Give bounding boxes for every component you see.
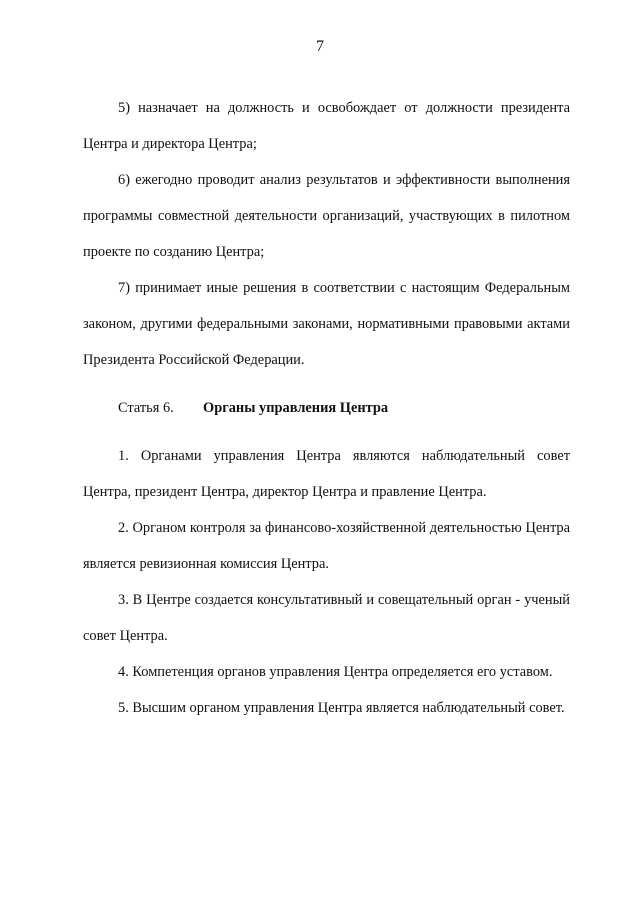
article-title: Органы управления Центра xyxy=(203,400,389,416)
article-heading xyxy=(83,390,570,426)
article-paragraph-1: 1. Органами управления Центра являются наблюдательный совет Центра, президент Центра, директор Центра и правление Центра. xyxy=(83,448,570,500)
article-paragraph-2: 2. Органом контроля за финансово-хозяйственной деятельностью Центра является ревизионная комиссия Центра. xyxy=(83,520,570,572)
list-item-6: 6) ежегодно проводит анализ результатов и эффективности выполнения программы совместной деятельности организаций, участвующих в пилотном проекте по созданию Центра; xyxy=(83,172,570,260)
page-number: 7 xyxy=(316,38,324,55)
article-paragraph-5: 5. Высшим органом управления Центра является наблюдательный совет. xyxy=(118,700,565,716)
article-paragraph-3: 3. В Центре создается консультативный и совещательный орган - ученый совет Центра. xyxy=(83,592,570,644)
document-body xyxy=(83,90,570,726)
list-item-5: 5) назначает на должность и освобождает от должности президента Центра и директора Центра; xyxy=(83,100,570,152)
article-label: Статья 6. xyxy=(118,400,174,416)
list-item-7: 7) принимает иные решения в соответствии с настоящим Федеральным законом, другими федеральными законами, нормативными правовыми актами Президента Российской Федерации. xyxy=(83,280,570,368)
article-paragraph-4: 4. Компетенция органов управления Центра определяется его уставом. xyxy=(118,664,553,680)
